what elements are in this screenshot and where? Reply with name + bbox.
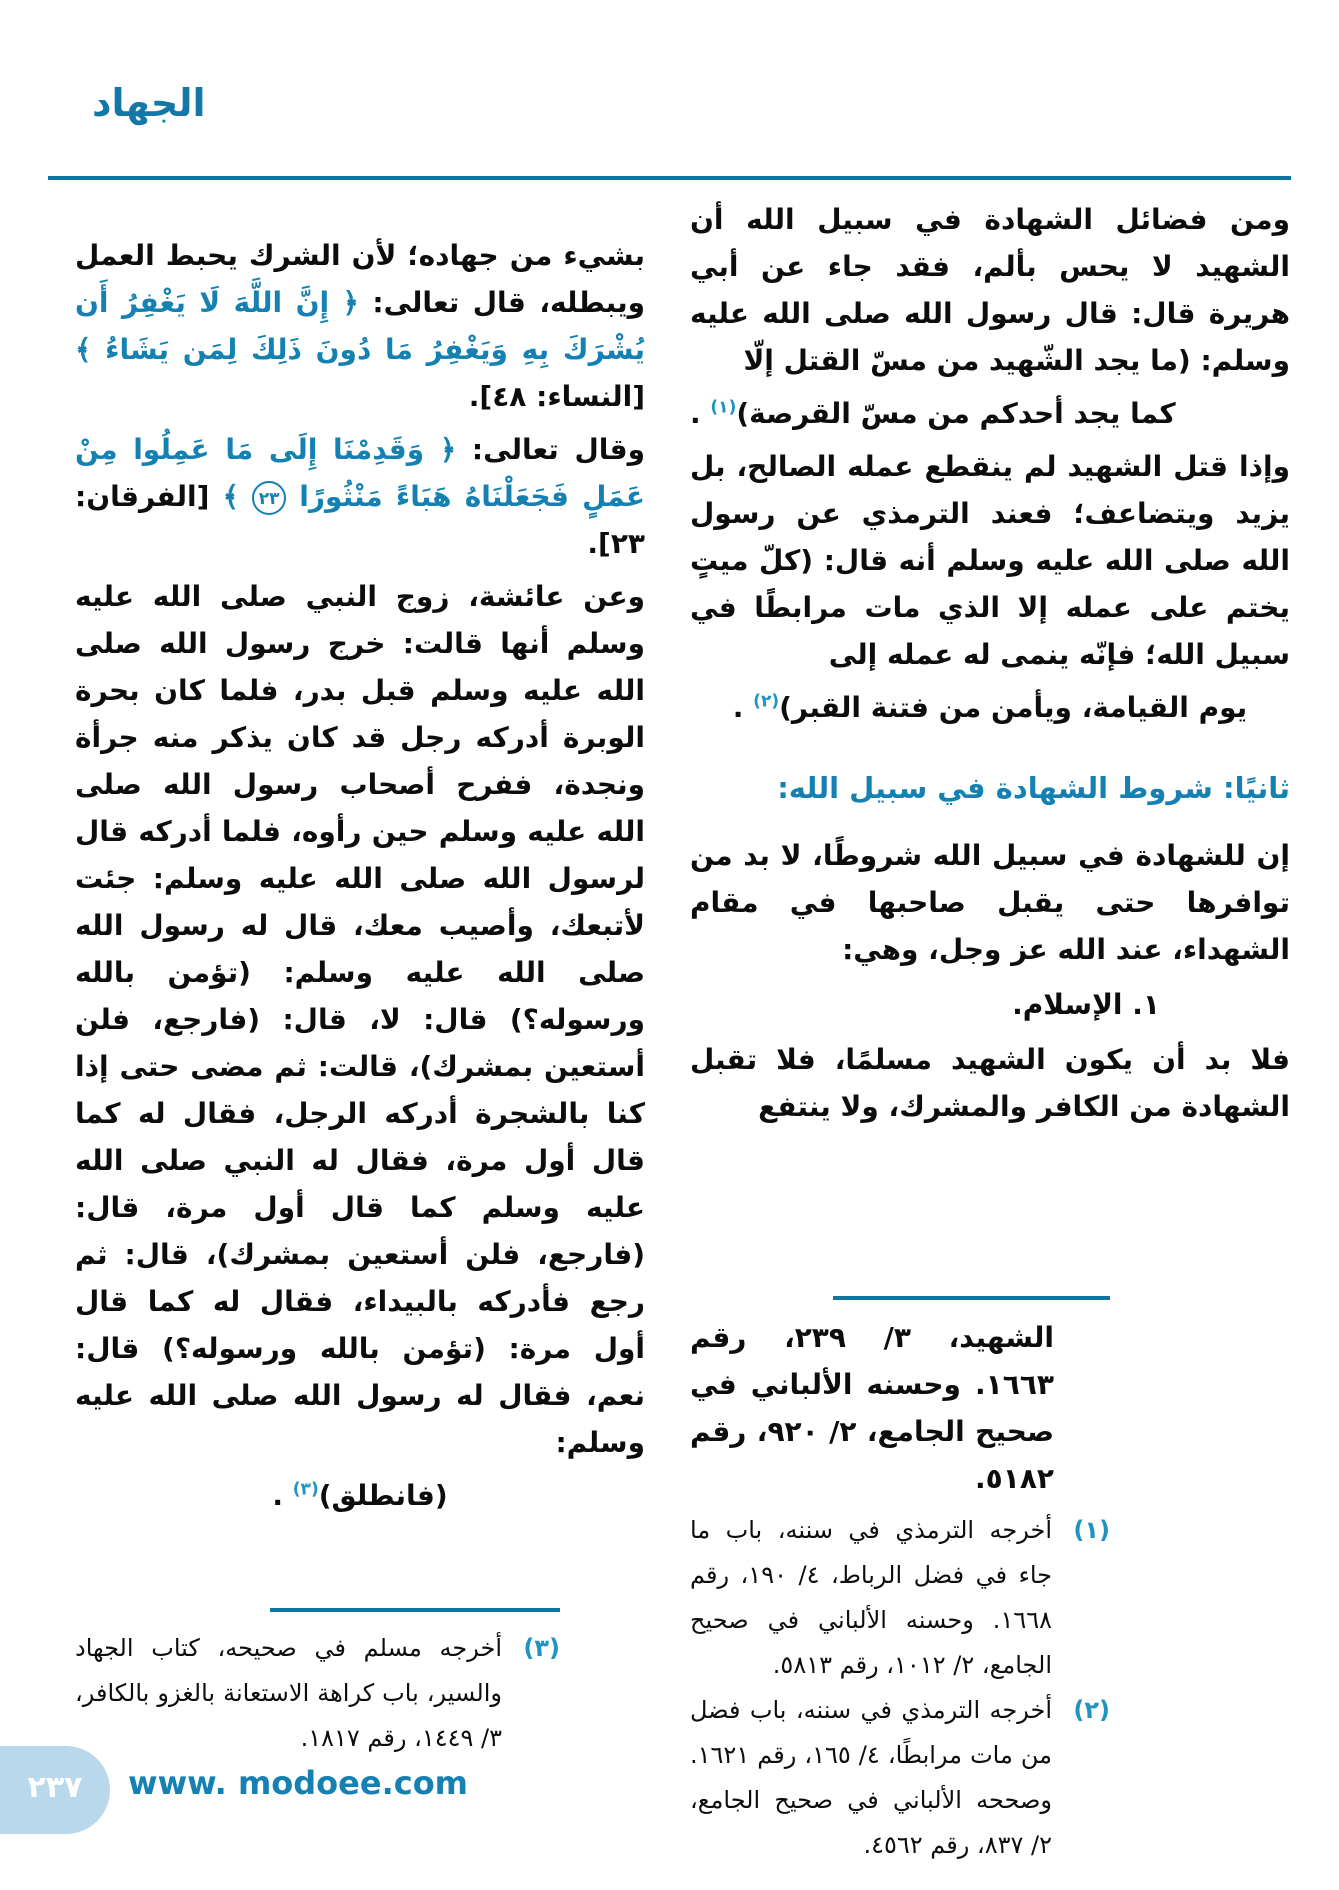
- paragraph-text: بشيء من جهاده؛ لأن الشرك يحبط العمل ويبطله، قال تعالى:: [75, 239, 645, 319]
- website-url: www. modoee.com: [128, 1764, 469, 1802]
- header-rule: [48, 176, 1291, 180]
- quran-verse-close: ﴾: [222, 480, 253, 513]
- left-column: [75, 196, 645, 1761]
- footnote-marker-2: (٢): [1073, 1696, 1110, 1724]
- paragraph-text: (فانطلق): [318, 1479, 448, 1512]
- footnote-entry-1: [690, 1508, 1110, 1688]
- footnote-ref-2: (٢): [753, 691, 780, 712]
- body-paragraph: [75, 232, 645, 420]
- footnote-entry-3: [75, 1626, 560, 1761]
- body-paragraph-tail: [690, 390, 1290, 437]
- footnote-text-2: أخرجه الترمذي في سننه، باب فضل من مات مرابطًا، ٤/ ١٦٥، رقم ١٦٢١. وصححه الألباني في صحيح الجامع، ٢/ ٨٣٧، رقم ٤٥٦٢.: [690, 1696, 1052, 1859]
- chapter-header-title: الجهاد: [92, 81, 206, 125]
- paragraph-text: كما يجد أحدكم من مسّ القرصة): [736, 397, 1176, 430]
- paragraph-text: .: [732, 691, 754, 724]
- right-footnotes: [690, 1296, 1290, 1868]
- footnote-text-1: أخرجه الترمذي في سننه، باب ما جاء في فضل الرباط، ٤/ ١٩٠، رقم ١٦٦٨. وحسنه الألباني في صحيح الجامع، ٢/ ١٠١٢، رقم ٥٨١٣.: [690, 1516, 1052, 1679]
- section-heading: ثانيًا: شروط الشهادة في سبيل الله:: [777, 771, 1290, 805]
- paragraph-text: وإذا قتل الشهيد لم ينقطع عمله الصالح، بل يزيد ويتضاعف؛ فعند الترمذي عن رسول الله صلى الله عليه وسلم أنه قال: (كلّ ميتٍ يختم على عمله إلا الذي مات مرابطًا في سبيل الله؛ فإنّه ينمى له عمله إلى: [690, 450, 1290, 671]
- footnote-marker-1: (١): [1073, 1516, 1110, 1544]
- paragraph-text: وقال تعالى:: [456, 433, 646, 466]
- footnote-text-3: أخرجه مسلم في صحيحه، كتاب الجهاد والسير، باب كراهة الاستعانة بالغزو بالكافر، ٣/ ١٤٤٩، رقم ١٨١٧.: [75, 1634, 502, 1752]
- paragraph-text: فلا بد أن يكون الشهيد مسلمًا، فلا تقبل الشهادة من الكافر والمشرك، ولا ينتفع: [690, 1043, 1290, 1123]
- footnote-entry-2: [690, 1688, 1110, 1868]
- body-paragraph-tail: [690, 684, 1290, 731]
- ayah-number-medallion: ٢٣: [252, 481, 286, 515]
- body-paragraph: [690, 1036, 1290, 1130]
- body-paragraph: [75, 426, 645, 567]
- footnote-separator: [270, 1608, 560, 1612]
- paragraph-text: إن للشهادة في سبيل الله شروطًا، لا بد من توافرها حتى يقبل صاحبها في مقام الشهداء، عند الله عز وجل، وهي:: [690, 839, 1290, 966]
- body-paragraph: [690, 196, 1290, 384]
- footnote-ref-1: (١): [710, 397, 737, 418]
- footnote-separator: [833, 1296, 1110, 1300]
- body-paragraph: [690, 443, 1290, 678]
- verse-citation: [الفرقان: ٢٣].: [75, 480, 645, 560]
- footnote-continuation: الشهيد، ٣/ ٢٣٩، رقم ١٦٦٣. وحسنه الألباني في صحيح الجامع، ٢/ ٩٢٠، رقم ٥١٨٢.: [690, 1321, 1054, 1495]
- quran-verse: ﴿ وَقَدِمْنَا إِلَى مَا عَمِلُوا مِنْ عَمَلٍ فَجَعَلْنَاهُ هَبَاءً مَنْثُورًا: [75, 433, 645, 513]
- paragraph-text: يوم القيامة، ويأمن من فتنة القبر): [779, 691, 1248, 724]
- body-paragraph-tail: [75, 1472, 645, 1519]
- footnote-ref-3: (٣): [292, 1479, 319, 1500]
- page-number: ٢٣٧: [27, 1770, 83, 1805]
- list-item-islam: ١. الإسلام.: [1012, 988, 1160, 1021]
- quran-verse: ﴿ إِنَّ اللَّهَ لَا يَغْفِرُ أَن يُشْرَكَ بِهِ وَيَغْفِرُ مَا دُونَ ذَلِكَ لِمَن يَشَاءُ ﴾: [75, 286, 645, 366]
- left-column-body: [75, 196, 645, 1608]
- paragraph-text: ومن فضائل الشهادة في سبيل الله أن الشهيد لا يحس بألم، فقد جاء عن أبي هريرة قال: قال رسول الله صلى الله عليه وسلم: (ما يجد الشّهيد من مسّ القتل إلّا: [690, 203, 1290, 377]
- left-footnotes: [75, 1608, 645, 1761]
- paragraph-text: وعن عائشة، زوج النبي صلى الله عليه وسلم أنها قالت: خرج رسول الله صلى الله عليه وسلم قبل بدر، فلما كان بحرة الوبرة أدركه رجل قد كان يذكر منه جرأة ونجدة، ففرح أصحاب رسول الله صلى الله عليه وسلم حين رأوه، فلما أدركه قال لرسول الله صلى الله عليه وسلم: جئت لأتبعك، وأصيب معك، قال له رسول الله صلى الله عليه وسلم: (تؤمن بالله ورسوله؟) قال: لا، قال: (فارجع، فلن أستعين بمشرك)، قالت: ثم مضى حتى إذا كنا بالشجرة أدركه الرجل، فقال له كما قال أول مرة، فقال له النبي صلى الله عليه وسلم كما قال أول مرة، قال: (فارجع، فلن أستعين بمشرك)، قال: ثم رجع فأدركه بالبيداء، فقال له كما قال أول مرة: (تؤمن بالله ورسوله؟) قال: نعم، فقال له رسول الله صلى الله عليه وسلم:: [75, 580, 645, 1459]
- right-column: [690, 196, 1290, 1868]
- two-column-text: [75, 196, 1290, 1868]
- body-paragraph: [75, 573, 645, 1466]
- footnote-marker-3: (٣): [523, 1634, 560, 1662]
- paragraph-text: .: [690, 397, 711, 430]
- body-paragraph: [690, 832, 1290, 973]
- paragraph-text: .: [272, 1479, 293, 1512]
- verse-citation: [النساء: ٤٨].: [468, 380, 645, 413]
- right-column-body: [690, 196, 1290, 1296]
